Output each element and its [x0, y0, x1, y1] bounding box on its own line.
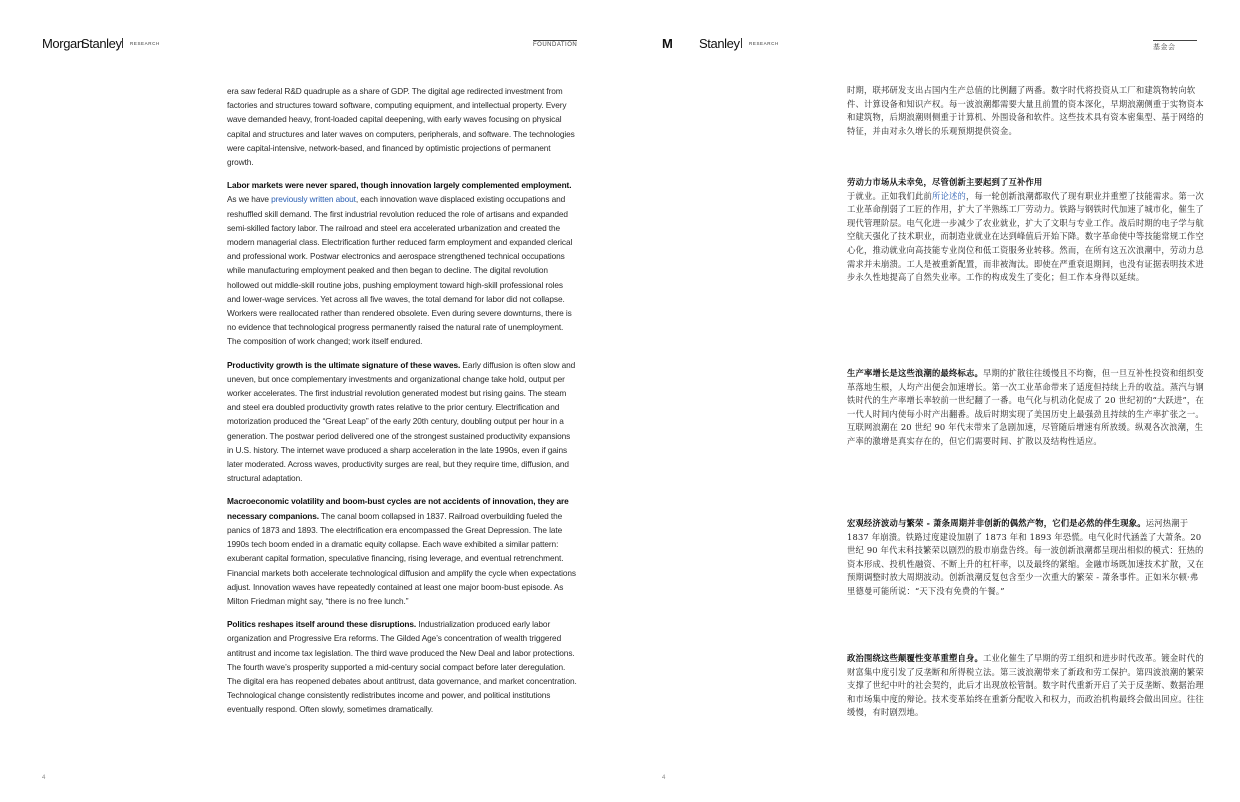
- brand-research-label: RESEARCH: [749, 41, 779, 46]
- brand-logo-word2: Stanley: [699, 36, 740, 51]
- zh-paragraph-2-prelink: 于就业。正如我们此前: [847, 190, 932, 201]
- paragraph-5: [227, 617, 578, 716]
- brand-logo-word2: Stanley: [81, 36, 122, 51]
- brand-divider: [741, 38, 742, 48]
- paragraph-2-prelink: As we have: [227, 194, 272, 205]
- paragraph-3: [227, 358, 578, 486]
- zh-paragraph-3-text: 早期的扩散往往缓慢且不均衡，但一旦互补性投资和组织变革落地生根，人均产出便会加速增长。第一次工业革命带来了适度但持续上升的收益。蒸汽与钢铁时代的生产率增长率较前一世纪翻了一番。电气化与机动化促成了 20 世纪初的“大跃进”，在一代人时间内使每小时产出翻番。战后时期实现了美国历史上最强劲且持续的生产率扩张之一。互联网浪潮在 20 世纪 90 年代末带来了急剧加速，尽管随后增速有所放缓。纵观各次浪潮，生产率的激增是真实存在的，但它们需要时间、扩散以及结构性适应。: [847, 368, 1204, 446]
- paragraph-2: [227, 178, 578, 348]
- paragraph-5-text: Industrialization produced early labor organization and Progressive Era reforms. The Gilded Age’s concentration of wealth triggered antitrust and income tax legislation. The third wave produced the New Deal and labor protections. The fourth wave’s prosperity supported a mid-century social compact before later deregulation. The digital era has reopened debates about antitrust, data governance, and market concentration. Technological change consistently redistributes income and power, and political institutions eventually respond. Often slowly, sometimes dramatically.: [227, 619, 577, 715]
- zh-paragraph-1-text: 时期，联邦研发支出占国内生产总值的比例翻了两番。数字时代将投资从工厂和建筑物转向软件、计算设备和知识产权。每一波浪潮都需要大量且前置的资本深化，早期浪潮侧重于实物资本和建筑物，后期浪潮则侧重于计算机、外围设备和软件。这些技术具有资本密集型、基于网络的特征，并由对永久增长的乐观预期提供资金。: [847, 85, 1204, 136]
- zh-paragraph-2: [847, 176, 1205, 285]
- paragraph-5-lead: Politics reshapes itself around these disruptions.: [227, 619, 417, 630]
- paragraph-4-text: The canal boom collapsed in 1837. Railroad overbuilding fueled the panics of 1873 and 1893. The electrification era encompassed the Great Depression. The late 1990s tech boom ended in a dramatic equity collapse. Each wave exhibited a similar pattern: exuberant capital formation, speculative financing, rising leverage, and eventual retrenchment. Financial markets both accelerate technological diffusion and amplify the cycle when expectations adjust. Innovation waves have repeatedly contained at least one major boom-bust episode. As Milton Friedman might say, “there is no free lunch.”: [227, 510, 576, 606]
- zh-paragraph-3: [847, 367, 1205, 449]
- brand-research-label: RESEARCH: [130, 41, 160, 46]
- paragraph-4: [227, 494, 578, 608]
- paragraph-1-text: era saw federal R&D quadruple as a share of GDP. The digital age redirected investment from factories and structures toward software, computing equipment, and intellectual property. Every wave demanded heavy, front-loaded capital deepening, with early waves focusing on physical capital and structures and later waves on computers, peripherals, and software. The technologies were capital-intensive, network-based, and financed by optimistic projections of permanent growth.: [227, 86, 575, 168]
- page-number: 4: [662, 775, 666, 781]
- zh-paragraph-4-text: 运河热潮于 1837 年崩溃。铁路过度建设加剧了 1873 年和 1893 年恐慌。电气化时代涵盖了大萧条。20 世纪 90 年代末科技繁荣以剧烈的股市崩盘告终。每一波创新浪潮都呈现出相似的模式：狂热的资本形成、投机性融资、不断上升的杠杆率，以及最终的紧缩。金融市场既加速技术扩散，又在预期调整时放大周期波动。创新浪潮反复包含至少一次重大的繁荣 - 萧条事件。正如米尔顿·弗里德曼可能所说：“天下没有免费的午餐。”: [847, 518, 1204, 596]
- zh-paragraph-5-lead: 政治围绕这些颠覆性变革重塑自身。: [847, 653, 983, 663]
- zh-paragraph-4: [847, 517, 1205, 599]
- previously-written-link[interactable]: previously written about: [271, 194, 356, 205]
- brand-logo-word1: Morgan: [42, 36, 84, 51]
- paragraph-1: [227, 84, 578, 169]
- zh-paragraph-3-lead: 生产率增长是这些浪潮的最终标志。: [847, 368, 983, 378]
- zh-paragraph-4-lead: 宏观经济波动与繁荣 - 萧条周期并非创新的偶然产物，它们是必然的伴生现象。: [847, 518, 1146, 528]
- paragraph-3-lead: Productivity growth is the ultimate signature of these waves.: [227, 359, 461, 370]
- zh-paragraph-2-lead: 劳动力市场从未幸免，尽管创新主要起到了互补作用: [847, 177, 1043, 187]
- zh-previously-written-link[interactable]: 所论述的: [931, 190, 966, 201]
- brand-divider: [122, 38, 123, 48]
- brand-logo-word1: M: [662, 36, 673, 51]
- zh-paragraph-5-text: 工业化催生了早期的劳工组织和进步时代改革。镀金时代的财富集中度引发了反垄断和所得税立法。第三波浪潮带来了新政和劳工保护。第四波浪潮的繁荣支撑了世纪中叶的社会契约，此后才出现放松管制。数字时代重新开启了关于反垄断、数据治理和市场集中度的辩论。技术变革始终在重新分配收入和权力，而政治机构最终会做出回应。往往缓慢，有时剧烈地。: [847, 653, 1204, 718]
- body-text-english: [227, 84, 578, 726]
- zh-paragraph-2-text: ，每一轮创新浪潮都取代了现有职业并重塑了技能需求。第一次工业革命削弱了工匠的作用，扩大了半熟练工厂劳动力。铁路与钢铁时代加速了城市化，催生了现代管理阶层。电气化进一步减少了农业就业，扩大了文职与专业工作。战后时期的电子学与航空航天强化了技术职业，而制造业就业在达到峰值后开始下降。数字革命使中等技能常规工作空心化，推动就业向高技能专业岗位和低工资服务业转移。然而，在所有这五次浪潮中，劳动力总需求并未崩溃。工人是被重新配置，而非被淘汰。即使在严重衰退期间，也没有证据表明技术进步永久性地提高了自然失业率。工作的构成发生了变化；但工作本身得以延续。: [847, 190, 1204, 283]
- section-label: FOUNDATION: [533, 42, 578, 48]
- paragraph-3-text: Early diffusion is often slow and uneven, but once complementary investments and organizational change take hold, output per worker accelerates. The first industrial revolution generated modest but rising gains. The steam and steel era doubled productivity growth rates relative to the prior century. Electrification and motorization produced the “Great Leap” of the early 20th century, doubling output per hour in a generation. The postwar period delivered one of the strongest sustained productivity expansions in U.S. history. The internet wave produced a sharp acceleration in the late 1990s, even if gains later moderated. Across waves, productivity surges are real, but they require time, diffusion, and structural adaptation.: [227, 359, 576, 484]
- zh-paragraph-5: [847, 652, 1205, 720]
- section-label: 基金会: [1153, 40, 1197, 52]
- paragraph-2-text: , each innovation wave displaced existing occupations and reshuffled skill demand. The first industrial revolution reduced the role of artisans and expanded semi-skilled factory labor. The railroad and steel era accelerated urbanization and created the modern managerial class. Electrification further reduced farm employment and expanded clerical and professional work. Postwar electronics and aerospace strengthened technical occupations while manufacturing employment peaked and then began to decline. The digital revolution hollowed out middle-skill routine jobs, pushing employment toward high-skill professional roles and lower-wage services. Yet across all five waves, the total demand for labor did not collapse. Workers were reallocated rather than rendered obsolete. Even during severe downturns, there is no evidence that technological progress permanently raised the natural rate of unemployment. The composition of work changed; work itself endured.: [227, 194, 573, 347]
- page-number: 4: [42, 775, 46, 781]
- page-right: [620, 0, 1240, 802]
- paragraph-2-lead: Labor markets were never spared, though innovation largely complemented employment.: [227, 180, 572, 191]
- zh-paragraph-1: [847, 84, 1205, 138]
- paragraph-4-lead: Macroeconomic volatility and boom-bust cycles are not accidents of innovation, they are necessary companions.: [227, 496, 569, 521]
